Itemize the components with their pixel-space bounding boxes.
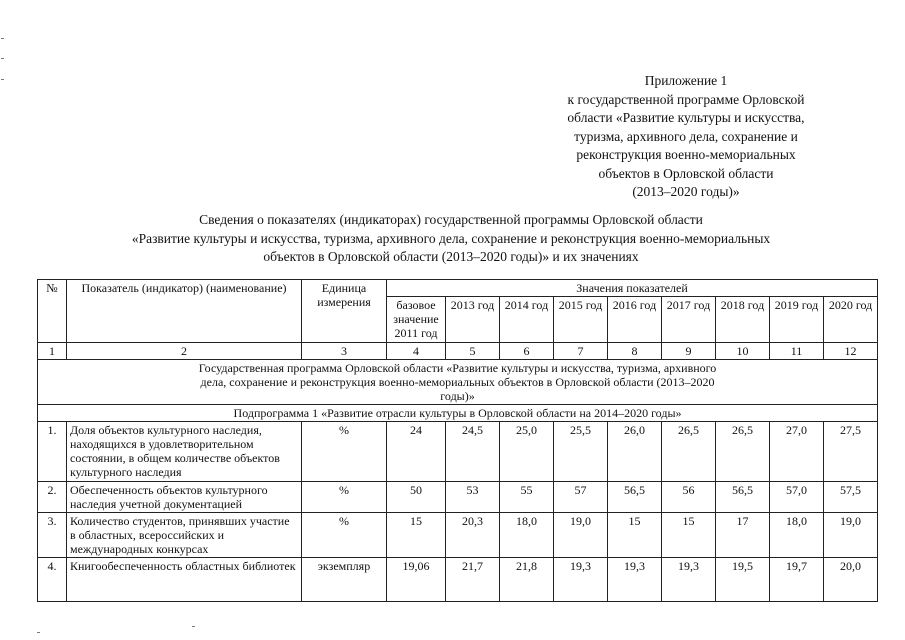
row-value: 55 xyxy=(500,482,554,513)
table-row xyxy=(38,482,878,513)
header-year: 2013 год xyxy=(446,297,500,343)
row-indicator-name: Обеспеченность объектов культурного наследия учетной документацией xyxy=(67,482,302,513)
row-unit: экземпляр xyxy=(302,558,387,602)
annex-line: к государственной программе Орловской xyxy=(567,91,805,107)
row-value: 24,5 xyxy=(446,422,500,482)
row-value: 53 xyxy=(446,482,500,513)
row-value: 15 xyxy=(608,513,662,558)
row-value: 21,8 xyxy=(500,558,554,602)
subprogram-row: Подпрограмма 1 «Развитие отрасли культуры в Орловской области на 2014–2020 годы» xyxy=(38,405,878,422)
annex-line: области «Развитие культуры и искусства, xyxy=(567,110,805,125)
row-value: 25,5 xyxy=(554,422,608,482)
column-number: 5 xyxy=(446,343,500,360)
row-indicator-name: Книгообеспеченность областных библиотек xyxy=(67,558,302,602)
row-base-value: 15 xyxy=(387,513,446,558)
annex-line: реконструкция военно-мемориальных xyxy=(576,147,796,162)
row-value: 20,3 xyxy=(446,513,500,558)
row-indicator-name: Доля объектов культурного наследия, находящихся в удовлетворительном состоянии, в общем количестве объектов культурного наследия xyxy=(67,422,302,482)
annex-line: Приложение 1 xyxy=(644,73,728,88)
row-value: 17 xyxy=(716,513,770,558)
column-number: 1 xyxy=(38,343,67,360)
row-value: 19,3 xyxy=(554,558,608,602)
header-values-group: Значения показателей xyxy=(387,280,878,297)
column-number: 6 xyxy=(500,343,554,360)
column-number: 8 xyxy=(608,343,662,360)
title-line: Сведения о показателях (индикаторах) государственной программы Орловской области xyxy=(199,212,703,227)
row-value: 15 xyxy=(662,513,716,558)
row-value: 56 xyxy=(662,482,716,513)
row-value: 19,3 xyxy=(662,558,716,602)
row-value: 56,5 xyxy=(608,482,662,513)
column-number: 7 xyxy=(554,343,608,360)
header-num: № xyxy=(38,280,67,343)
annex-line: (2013–2020 годы)» xyxy=(632,184,740,199)
row-value: 19,0 xyxy=(554,513,608,558)
row-num: 4. xyxy=(38,558,67,602)
row-value: 18,0 xyxy=(500,513,554,558)
row-value: 26,5 xyxy=(662,422,716,482)
table-row xyxy=(38,422,878,482)
row-base-value: 19,06 xyxy=(387,558,446,602)
column-number: 10 xyxy=(716,343,770,360)
column-number: 3 xyxy=(302,343,387,360)
row-num: 1. xyxy=(38,422,67,482)
row-base-value: 50 xyxy=(387,482,446,513)
row-value: 19,5 xyxy=(716,558,770,602)
row-value: 57 xyxy=(554,482,608,513)
header-year: 2017 год xyxy=(662,297,716,343)
title-line: объектов в Орловской области (2013–2020 годы)» и их значениях xyxy=(263,249,639,264)
header-base-value: базовое значение 2011 год xyxy=(387,297,446,343)
column-number: 11 xyxy=(770,343,824,360)
row-base-value: 24 xyxy=(387,422,446,482)
column-number: 9 xyxy=(662,343,716,360)
annex-line: объектов в Орловской области xyxy=(598,165,774,181)
row-value: 57,0 xyxy=(770,482,824,513)
row-value: 26,5 xyxy=(716,422,770,482)
scan-mark xyxy=(1,79,4,80)
header-year: 2015 год xyxy=(554,297,608,343)
table-row xyxy=(38,558,878,602)
row-value: 25,0 xyxy=(500,422,554,482)
header-year: 2016 год xyxy=(608,297,662,343)
table-row xyxy=(38,513,878,558)
annex-block xyxy=(526,72,846,202)
program-row: Государственная программа Орловской области «Развитие культуры и искусства, туризма, архивного дела, сохранение и реконструкция военно-мемориальных объектов в Орловской области (2013–2020 годы)» xyxy=(38,360,878,405)
header-year: 2014 год xyxy=(500,297,554,343)
row-unit: % xyxy=(302,422,387,482)
column-number: 12 xyxy=(824,343,878,360)
row-value: 18,0 xyxy=(770,513,824,558)
row-value: 19,3 xyxy=(608,558,662,602)
row-value: 20,0 xyxy=(824,558,878,602)
row-value: 26,0 xyxy=(608,422,662,482)
scan-mark xyxy=(192,626,195,627)
scan-mark xyxy=(1,58,4,59)
row-num: 3. xyxy=(38,513,67,558)
row-value: 27,0 xyxy=(770,422,824,482)
column-number: 2 xyxy=(67,343,302,360)
header-unit: Единица измерения xyxy=(302,280,387,343)
document-title xyxy=(38,211,864,267)
title-line: «Развитие культуры и искусства, туризма, архивного дела, сохранение и реконструкция военно-мемориальных xyxy=(131,230,771,246)
row-num: 2. xyxy=(38,482,67,513)
scan-mark xyxy=(1,38,4,39)
header-year: 2019 год xyxy=(770,297,824,343)
indicators-table xyxy=(37,279,878,602)
row-value: 27,5 xyxy=(824,422,878,482)
header-indicator: Показатель (индикатор) (наименование) xyxy=(67,280,302,343)
column-number: 4 xyxy=(387,343,446,360)
row-unit: % xyxy=(302,513,387,558)
row-value: 21,7 xyxy=(446,558,500,602)
header-year: 2018 год xyxy=(716,297,770,343)
row-value: 56,5 xyxy=(716,482,770,513)
row-value: 57,5 xyxy=(824,482,878,513)
row-value: 19,7 xyxy=(770,558,824,602)
annex-line: туризма, архивного дела, сохранение и xyxy=(574,128,798,144)
row-unit: % xyxy=(302,482,387,513)
scan-mark xyxy=(37,632,40,633)
row-value: 19,0 xyxy=(824,513,878,558)
row-indicator-name: Количество студентов, принявших участие в областных, всероссийских и международных конкурсах xyxy=(67,513,302,558)
header-year: 2020 год xyxy=(824,297,878,343)
